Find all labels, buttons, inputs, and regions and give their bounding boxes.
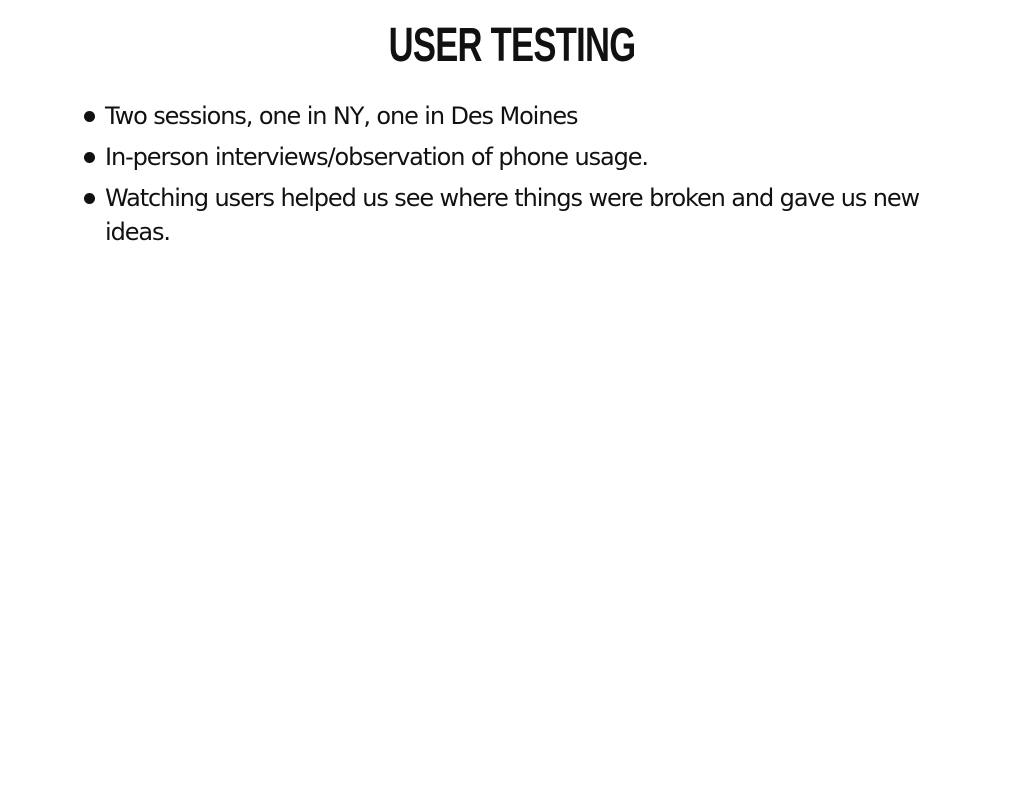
slide-title: USER TESTING (388, 19, 636, 72)
bullet-text: In-person interviews/observation of phone usage. (105, 143, 648, 171)
bullet-list (84, 99, 924, 256)
bullet-dot-icon (84, 193, 95, 204)
bullet-item (84, 181, 924, 249)
bullet-item (84, 99, 924, 133)
bullet-text: Watching users helped us see where things were broken and gave us new ideas. (105, 184, 920, 246)
bullet-item (84, 140, 924, 174)
bullet-text: Two sessions, one in NY, one in Des Moines (105, 102, 578, 130)
bullet-dot-icon (84, 111, 95, 122)
bullet-dot-icon (84, 152, 95, 163)
